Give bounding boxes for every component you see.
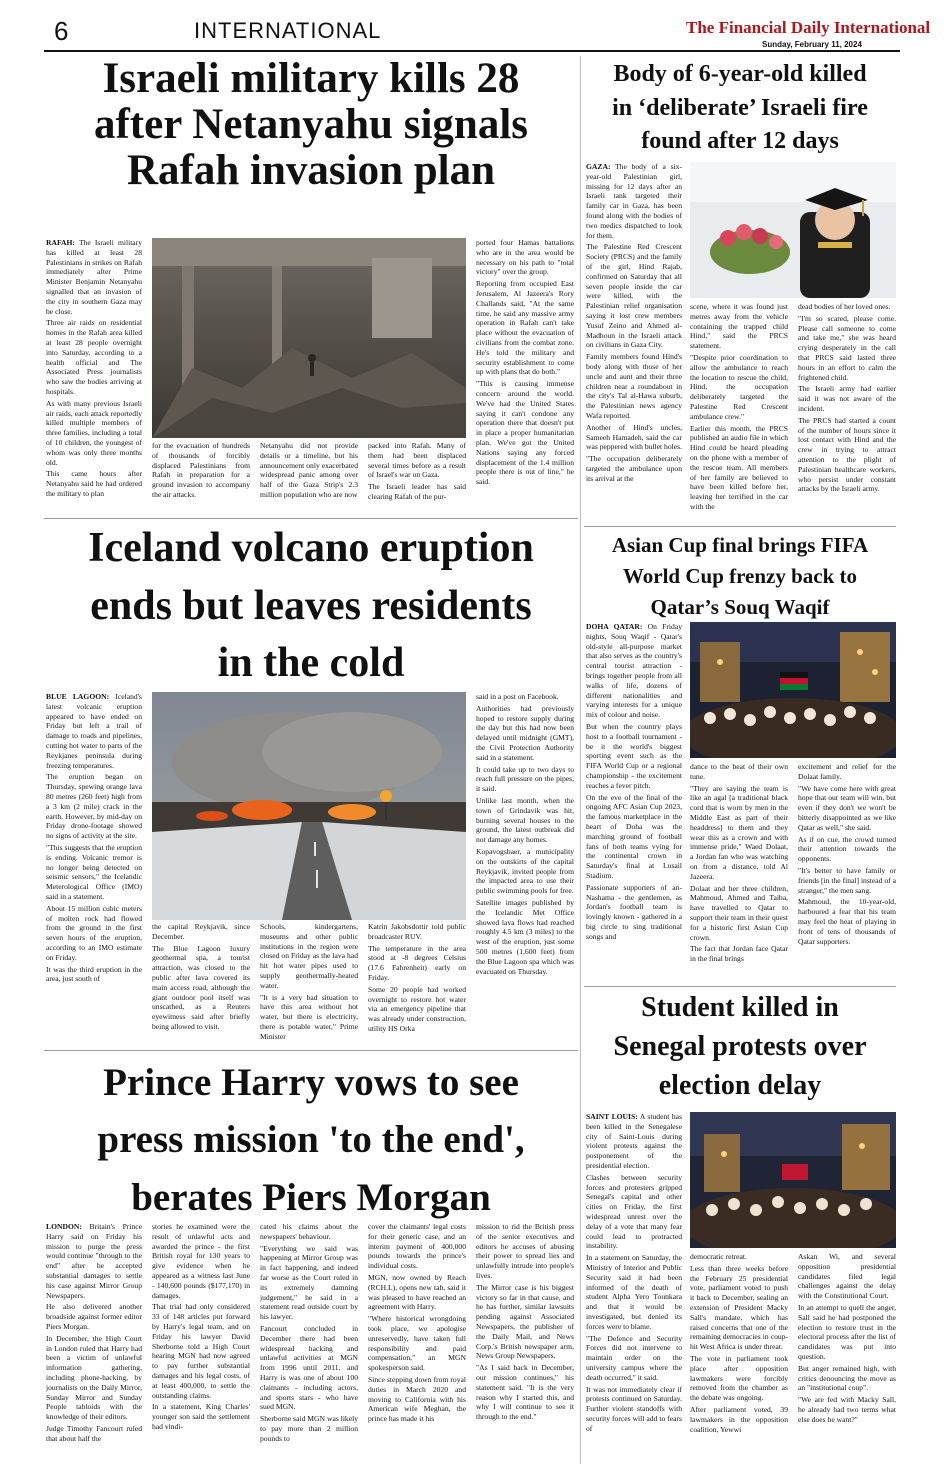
paragraph: for the evacuation of hundreds of thousands of forcibly displaced Palestinians from Rafah in preparation for a ground invasion to accompany the air attacks. bbox=[152, 441, 250, 499]
paragraph: In a statement on Saturday, the Ministry of Interior and Public Security said it had been informed of the death of student Alpha Yero Tounkara and that it would be investigated, but denied its forces were to blame. bbox=[586, 1253, 682, 1331]
paragraph: cover the claimants' legal costs for their generic case, and an interim payment of 400,000 pounds towards the prince's individual costs. bbox=[368, 1222, 466, 1271]
newspaper-name: The Financial Daily International bbox=[686, 18, 931, 37]
senegal-col-2 bbox=[690, 1252, 788, 1464]
headline-line: ends but leaves residents bbox=[90, 582, 532, 629]
paragraph: He also delivered another broadside against former editor Piers Morgan. bbox=[46, 1302, 142, 1331]
headline-line: found after 12 days bbox=[641, 128, 839, 155]
rafah-col-2 bbox=[152, 441, 250, 514]
rafah-photo bbox=[152, 238, 466, 438]
paragraph: "The Defence and Security Forces did not intervene to maintain order on the university campus where the death occurred," it said. bbox=[586, 1333, 682, 1382]
iceland-col-2 bbox=[152, 922, 250, 1044]
paragraph: Three air raids on residential homes in the Rafah area killed at least 28 people overnight into Saturday, according to a health official and The Associated Press journalists who saw the bodies arriving at hospitals. bbox=[46, 318, 142, 396]
iceland-col-4 bbox=[368, 922, 466, 1044]
paragraph: Clashes between security forces and protesters gripped Senegal's capital and other cities on Friday, the first widespread unrest over the delay of a vote that many fear could lead to protracted instability. bbox=[586, 1172, 682, 1251]
paragraph: the capital Reykjavik, since December. bbox=[152, 922, 250, 941]
paragraph: "As I said back in December, our mission continues," his statement said. "It is the very reason why I started this, and why I will continue to see it through to the end." bbox=[476, 1363, 574, 1422]
article-divider bbox=[584, 526, 896, 527]
paragraph: Less than three weeks before the February 25 presidential vote, parliament voted to push it back to December, sealing an extension of President Macky Sall's mandate, which has raised concerns that one of the remaining democracies in coup-hit West Africa is under threat. bbox=[690, 1263, 788, 1352]
paragraph: Another of Hind's uncles, Sameeh Hamadeh, said the car was peppered with bullet holes. bbox=[586, 422, 682, 452]
paragraph: The eruption began on Thursday, spewing orange lava 80 metres (260 feet) high from a 3 km (2 mile) crack in the earth. However, by mid-day on Friday drone-footage showed no signs of activity at the site. bbox=[46, 772, 142, 841]
paragraph: It was the third eruption in the area, just south of bbox=[46, 964, 142, 984]
volcano-photo bbox=[152, 692, 466, 920]
headline-asian-cup bbox=[584, 530, 896, 623]
headline-iceland bbox=[44, 520, 578, 693]
headline-line: World Cup frenzy back to bbox=[622, 563, 858, 588]
paragraph: This came hours after Netanyahu said he had ordered the military to plan bbox=[46, 469, 142, 498]
lead-paragraph: Iceland's latest volcanic eruption appeared to have ended on Friday but left a trail of damage to roads and pipelines, cutting hot water to parts of the Reykjanes peninsula during freezing temperatures. bbox=[46, 692, 142, 770]
paragraph: The Mirror case is his biggest victory so far in that cause, and he has further, similar lawsuits pending against Associated Newspapers, the publisher of the Daily Mail, and News Corp.'s British newspaper arm, News Group Newspapers. bbox=[476, 1282, 574, 1361]
paragraph: Family members found Hind's body along with those of her uncle and aunt and their three children near a roundabout in the city's Tal al-Hawa suburb, the Palestinian news agency Wafa reported. bbox=[586, 352, 682, 420]
paragraph: Katrin Jakobsdottir told public broadcaster RUV. bbox=[368, 922, 466, 941]
paragraph: Some 20 people had worked overnight to restore hot water via an emergency pipeline that was already under construction, utility HS Orka bbox=[368, 984, 466, 1033]
rafah-col-4 bbox=[368, 441, 466, 514]
graduation-girl-image bbox=[690, 162, 896, 298]
headline-line: Israeli military kills 28 bbox=[102, 55, 520, 102]
section-label: INTERNATIONAL bbox=[194, 18, 382, 43]
paragraph: "They are saying the team is like an agal [a traditional black cord that is worn by men in the Middle East as part of their headdress] to them and they wear this as a crown and with immense pride," Waed Dolaat, a Jordan fan who was watching on from a distance, told Al Jazeera. bbox=[690, 783, 788, 881]
paragraph: The Palestine Red Crescent Society (PRCS) and the family of the girl, Hind Rajab, confirmed on Saturday that all seven people inside the car were killed, with the Palestinian relief organisation saying it lost crew members Yusuf Zeino and Ahmed al-Madhoun in the Israeli attack on civilians in Gaza City. bbox=[586, 242, 682, 350]
paragraph: The PRCS had started a count of the number of hours since it lost contact with Hind and the crew in trying to attract attention to the plight of Palestinian healthcare workers, who persist under constant attacks by the Israeli army. bbox=[798, 415, 896, 494]
headline-line: Senegal protests over bbox=[613, 1031, 867, 1063]
paragraph: said in a post on Facebook. bbox=[476, 692, 559, 701]
rafah-col-5 bbox=[476, 238, 574, 514]
issue-date: Sunday, February 11, 2024 bbox=[762, 40, 862, 49]
paragraph: MGN, now owned by Reach (RCH.L), opens new tab, said it was pleased to have reached an agreement with Harry. bbox=[368, 1272, 466, 1312]
paragraph: In a statement, King Charles' younger son said the settlement had vindi- bbox=[152, 1402, 250, 1431]
gaza-col-1 bbox=[586, 162, 682, 522]
article-divider bbox=[44, 518, 578, 519]
girl-photo bbox=[690, 162, 896, 298]
paragraph: On the eve of the final of the ongoing AFC Asian Cup 2023, the famous marketplace in the heart of Doha was the marching ground of football fans of both teams vying for the continental crown in Saturday's final at Lusail Stadium. bbox=[586, 792, 682, 880]
paragraph: It was not immediately clear if protests continued on Saturday. Further violent standoffs with security forces will add to fears of bbox=[586, 1384, 682, 1433]
protest-crowd-image bbox=[690, 1112, 896, 1248]
paragraph: The temperature in the area stood at -8 degrees Celsius (17.6 Fahrenheit) early on Friday. bbox=[368, 943, 466, 982]
paragraph: Satellite images published by the Icelandic Met Office showed lava flows had reached roughly 4.5 km (3 miles) to the west of the eruption, just some 500 metres (1,600 feet) from the Blue Lagoon spa which was evacuated on Thursday. bbox=[476, 897, 574, 976]
lead-paragraph: On Friday nights, Souq Waqif - Qatar's old-style all-purpose market that also serves as the country's central tourist attraction - brings together people from all walks of life, dozens of different nationalities and varying interests for a unique mix of colour and noise. bbox=[586, 622, 682, 720]
paragraph: Kopavogsbaer, a municipality on the outskirts of the capital Reykjavik, invited people from the impacted area to use their public swimming pools for free. bbox=[476, 846, 574, 896]
paragraph: But anger remained high, with critics denouncing the move as an "institutional coup". bbox=[798, 1363, 896, 1393]
paragraph: Sherborne said MGN was likely to pay more than 2 million pounds to bbox=[260, 1414, 358, 1443]
dateline: BLUE LAGOON: bbox=[46, 692, 110, 701]
paragraph: Passionate supporters of an-Nashama - the gentlemen, as Jordan's football team is lovingly known - gathered in a big circle to sing traditional songs and bbox=[586, 882, 682, 941]
paragraph: Judge Timothy Fancourt ruled that about half the bbox=[46, 1423, 142, 1443]
paragraph: Fancourt concluded in December there had been widespread hacking and unlawful activities at MGN from 1996 until 2011, and Harry is was one of about 100 claimants - including actors, and sports stars - who have sued MGN. bbox=[260, 1323, 358, 1412]
gaza-col-3 bbox=[798, 302, 896, 522]
column-divider bbox=[580, 56, 581, 1464]
paragraph: "I'm so scared, please come. Please call someone to come and take me," she was heard crying desperately in the call that PRCS said lasted three hours in an effort to calm the frightened child. bbox=[798, 313, 896, 382]
paragraph: Reporting from occupied East Jerusalem, Al Jazeera's Rory Challands said, "At the same time, he said any massive army operation in Rafah can't take place without the evacuation of civilians from the combat zone. He's told the military and security establishment to come up with plans that do both." bbox=[476, 279, 574, 377]
paragraph: It could take up to two days to reach full pressure on the pipes, it said. bbox=[476, 764, 574, 794]
paragraph: The Israeli army had earlier said it was not aware of the incident. bbox=[798, 384, 896, 413]
article-divider bbox=[44, 1050, 578, 1051]
headline-line: Asian Cup final brings FIFA bbox=[611, 533, 869, 557]
paragraph: Earlier this month, the PRCS published an audio file in which Hind could be heard pleading on the phone with a member of the rescue team. All members of her family are believed to have been killed before her, leaving her terrified in the car with the bbox=[690, 423, 788, 511]
headline-line: after Netanyahu signals bbox=[93, 101, 528, 148]
headline-line: election delay bbox=[658, 1070, 822, 1102]
paragraph: scene, where it was found just metres away from the vehicle containing the trapped child Hind," said the PRCS statement. bbox=[690, 302, 788, 351]
headline-rafah bbox=[44, 56, 578, 194]
paragraph: Netanyahu did not provide details or a timeline, but his announcement only exacerbated widespread panic among over half of the Gaza Strip's 2.3 million population who are now bbox=[260, 441, 358, 499]
article-harry bbox=[44, 1054, 578, 1226]
dateline: GAZA: bbox=[586, 162, 611, 171]
headline-line: Iceland volcano eruption bbox=[88, 525, 534, 571]
headline-line: in the cold bbox=[217, 640, 405, 687]
masthead-rule bbox=[44, 50, 900, 52]
headline-line: Student killed in bbox=[641, 992, 839, 1023]
headline-line: Prince Harry vows to see bbox=[103, 1061, 519, 1104]
headline-line: in ‘deliberate’ Israeli fire bbox=[612, 94, 868, 121]
lead-paragraph: A student has been killed in the Senegalese city of Saint-Louis during violent protests against the postponement of the presidential election. bbox=[586, 1112, 682, 1170]
article-gaza-girl bbox=[584, 58, 896, 159]
article-asian-cup bbox=[584, 530, 896, 623]
paragraph: That trial had only considered 33 of 148 articles put forward by Harry's legal team, and on Friday his lawyer David Sherborne told a High Court hearing MGN had now agreed to pay further substantial damages and his legal costs, of at least 400,000, to settle the outstanding claims. bbox=[152, 1302, 250, 1400]
paragraph: excitement and relief for the Dolaat family. bbox=[798, 762, 896, 781]
paragraph: Unlike last month, when the town of Grindavik was hit, burning several houses to the ground, the latest outbreak did not damage any homes. bbox=[476, 795, 574, 845]
harry-col-3 bbox=[260, 1222, 358, 1464]
paragraph: "This is causing immense concern around the world. We've had the United States saying it can't condone any operation there that doesn't put in place a proper humanitarian plan. We've got the United Nations saying any forced displacement of the 1.4 million people there is out of line," he said. bbox=[476, 379, 574, 487]
asiancup-col-2 bbox=[690, 762, 788, 984]
headline-senegal bbox=[584, 988, 896, 1106]
paragraph: In December, the High Court in London ruled that Harry had been a victim of unlawful information gathering, including phone-hacking, by journalists on the Daily Mirror, Sunday Mirror and Sunday People tabloids with the knowledge of their editors. bbox=[46, 1333, 142, 1422]
paragraph: Mahmoud, the 10-year-old, harboured a fear that his team may feel the heat of playing in front of tens of thousands of Qatar supporters. bbox=[798, 897, 896, 946]
paragraph: Authorities had previously hoped to restore supply during the day but this had now been delayed until midnight (GMT), the Civil Protection Authority said in a statement. bbox=[476, 703, 574, 762]
paragraph: About 15 million cubic meters of molten rock had flowed from the ground in the first seven hours of the eruption, according to an IMO estimate on Friday. bbox=[46, 903, 142, 962]
lead-paragraph: Britain's Prince Harry said on Friday his mission to purge the press would continue "through to the end" after he accepted substantial damages to settle his case against Mirror Group Newspapers. bbox=[46, 1222, 142, 1300]
paragraph: "We are fed with Macky Sall, he already had two terms what else does he want?" bbox=[798, 1395, 896, 1424]
harry-col-5 bbox=[476, 1222, 574, 1464]
paragraph: dance to the beat of their own tune. bbox=[690, 762, 788, 781]
paragraph: Askan Wi, and several opposition presidential candidates filed legal challenges against the delay with the Constitutional Court. bbox=[798, 1252, 896, 1301]
souq-photo bbox=[690, 622, 896, 758]
headline-gaza-girl bbox=[584, 58, 896, 159]
headline-line: Rafah invasion plan bbox=[126, 147, 496, 194]
crowd-night-image bbox=[690, 622, 896, 758]
senegal-col-1 bbox=[586, 1112, 682, 1464]
paragraph: cated his claims about the newspapers' behaviour. bbox=[260, 1222, 358, 1241]
paragraph: Since stepping down from royal duties in March 2020 and moving to California with his American wife Meghan, the prince has made it his bbox=[368, 1374, 466, 1424]
headline-line: berates Piers Morgan bbox=[131, 1175, 491, 1219]
paragraph: As if on cue, the crowd turned their attention towards the opponents. bbox=[798, 834, 896, 864]
paragraph: "It's better to have family or friends [in the final] instead of a stranger," the men sang. bbox=[798, 865, 896, 895]
paragraph: Schools, kindergartens, museums and other public institutions in the region were closed on Friday as the lava had hit hot water pipes used to supply geothermally-heated water. bbox=[260, 922, 358, 990]
paragraph: "We have come here with great hope that our team will win, but even if they don't we won't be bitterly disappointed as we like Qatar as well," she said. bbox=[798, 783, 896, 832]
senegal-photo bbox=[690, 1112, 896, 1248]
paragraph: The vote in parliament took place after opposition lawmakers were forcibly removed from the chamber as the debate was ongoing. bbox=[690, 1353, 788, 1403]
asiancup-col-1 bbox=[586, 622, 682, 984]
paragraph: "It is a very bad situation to have this area without hot water, but there is electricity, there is potable water," Prime Minister bbox=[260, 992, 358, 1041]
paragraph: But when the country plays host to a football tournament - be it the world's biggest sporting event such as the FIFA World Cup or a regional championship - the excitement reaches a fever pitch. bbox=[586, 721, 682, 790]
headline-line: Body of 6-year-old killed bbox=[613, 61, 867, 87]
lava-road-image bbox=[152, 692, 466, 920]
iceland-col-1 bbox=[46, 692, 142, 1044]
harry-col-4 bbox=[368, 1222, 466, 1464]
headline-line: press mission 'to the end', bbox=[97, 1118, 525, 1162]
paragraph: packed into Rafah. Many of them had been displaced several times before as a result of Israel's war on Gaza. bbox=[368, 441, 466, 480]
dateline: LONDON: bbox=[46, 1222, 82, 1231]
paragraph: "Despite prior coordination to allow the ambulance to reach the location to rescue the child, Hind, the occupation deliberately targeted the Palestine Red Crescent ambulance crew." bbox=[690, 352, 788, 421]
paragraph: "Where historical wrongdoing took place, we apologise unreservedly, have taken full responsibility and paid compensation," an MGN spokesperson said. bbox=[368, 1314, 466, 1373]
lead-paragraph: The body of a six-year-old Palestinian girl, missing for 12 days after an Israeli tank targeted their family car in Gaza, has been found along with the bodies of two medics dispatched to look for them. bbox=[586, 162, 682, 240]
paragraph: After parliament voted, 39 lawmakers in the opposition coalition, Yewwi bbox=[690, 1404, 788, 1434]
asiancup-col-3 bbox=[798, 762, 896, 984]
lead-paragraph: The Israeli military has killed at least 28 Palestinians in strikes on Rafah immediately after Prime Minister Benjamin Netanyahu signalled that an invasion of the city in southern Gaza may be close. bbox=[46, 238, 142, 316]
paragraph: The Israeli leader has said clearing Rafah of the pur- bbox=[368, 482, 466, 501]
paragraph: mission to rid the British press of the senior executives and editors he accuses of abusing their power to spread lies and unlawfully intrude into people's lives. bbox=[476, 1222, 574, 1280]
paragraph: dead bodies of her loved ones. bbox=[798, 302, 891, 311]
article-divider bbox=[584, 986, 896, 987]
page-number: 6 bbox=[54, 16, 69, 46]
paragraph: "This suggests that the eruption is ending. Volcanic tremor is no longer being detected on seismic sensors," the Icelandic Meterological Office (IMO) said in a statement. bbox=[46, 842, 142, 901]
paragraph: stories he examined were the result of unlawful acts and awarded the prince - the first British royal for 130 years to give evidence when he appeared as a witness last June - 140,600 pounds ($177,170) in damages. bbox=[152, 1222, 250, 1300]
paragraph: As with many previous Israeli air raids, each attack reportedly killed multiple members of three families, including a total of 10 children, the youngest of whom was only three months old. bbox=[46, 398, 142, 467]
paragraph: Dolaat and her three children, Mahmoud, Ahmed and Taiba, have travelled to Qatar to support their team in their quest for a historic first Asian Cup crown. bbox=[690, 883, 788, 942]
article-senegal bbox=[584, 988, 896, 1106]
paragraph: "Everything we said was happening at Mirror Group was in fact happening, and indeed far worse as the Court ruled in its extremely damning judgement," he said in a statement read outside court by his lawyer. bbox=[260, 1243, 358, 1322]
rafah-col-1 bbox=[46, 238, 142, 514]
rubble-image bbox=[152, 238, 466, 438]
dateline: RAFAH: bbox=[46, 238, 75, 247]
dateline: SAINT LOUIS: bbox=[586, 1112, 638, 1121]
senegal-col-3 bbox=[798, 1252, 896, 1464]
paragraph: democratic retreat. bbox=[690, 1252, 747, 1261]
harry-col-2 bbox=[152, 1222, 250, 1464]
iceland-col-5 bbox=[476, 692, 574, 1044]
harry-col-1 bbox=[46, 1222, 142, 1464]
paragraph: ported four Hamas battalions who are in the area would be necessary on his path to "total victory" over the group. bbox=[476, 238, 574, 277]
headline-line: Qatar’s Souq Waqif bbox=[650, 594, 830, 619]
dateline: DOHA QATAR: bbox=[586, 622, 643, 631]
paragraph: The Blue Lagoon luxury geothermal spa, a tourist attraction, was closed to the public after lava covered its main access road, although the giant outdoor pool itself was unscathed, as a Reuters eyewitness said after briefly being allowed to visit. bbox=[152, 943, 250, 1031]
rafah-col-3 bbox=[260, 441, 358, 514]
gaza-col-2 bbox=[690, 302, 788, 522]
paragraph: In an attempt to quell the anger, Sall said he had postponed the election to restore trust in the electoral process after the list of candidates was put into question. bbox=[798, 1302, 896, 1361]
iceland-col-3 bbox=[260, 922, 358, 1044]
paragraph: "The occupation deliberately targeted the ambulance upon its arrival at the bbox=[586, 454, 682, 483]
article-rafah bbox=[44, 56, 578, 194]
headline-harry bbox=[44, 1054, 578, 1226]
paragraph: The fact that Jordan face Qatar in the final brings bbox=[690, 944, 788, 964]
article-iceland bbox=[44, 520, 578, 693]
